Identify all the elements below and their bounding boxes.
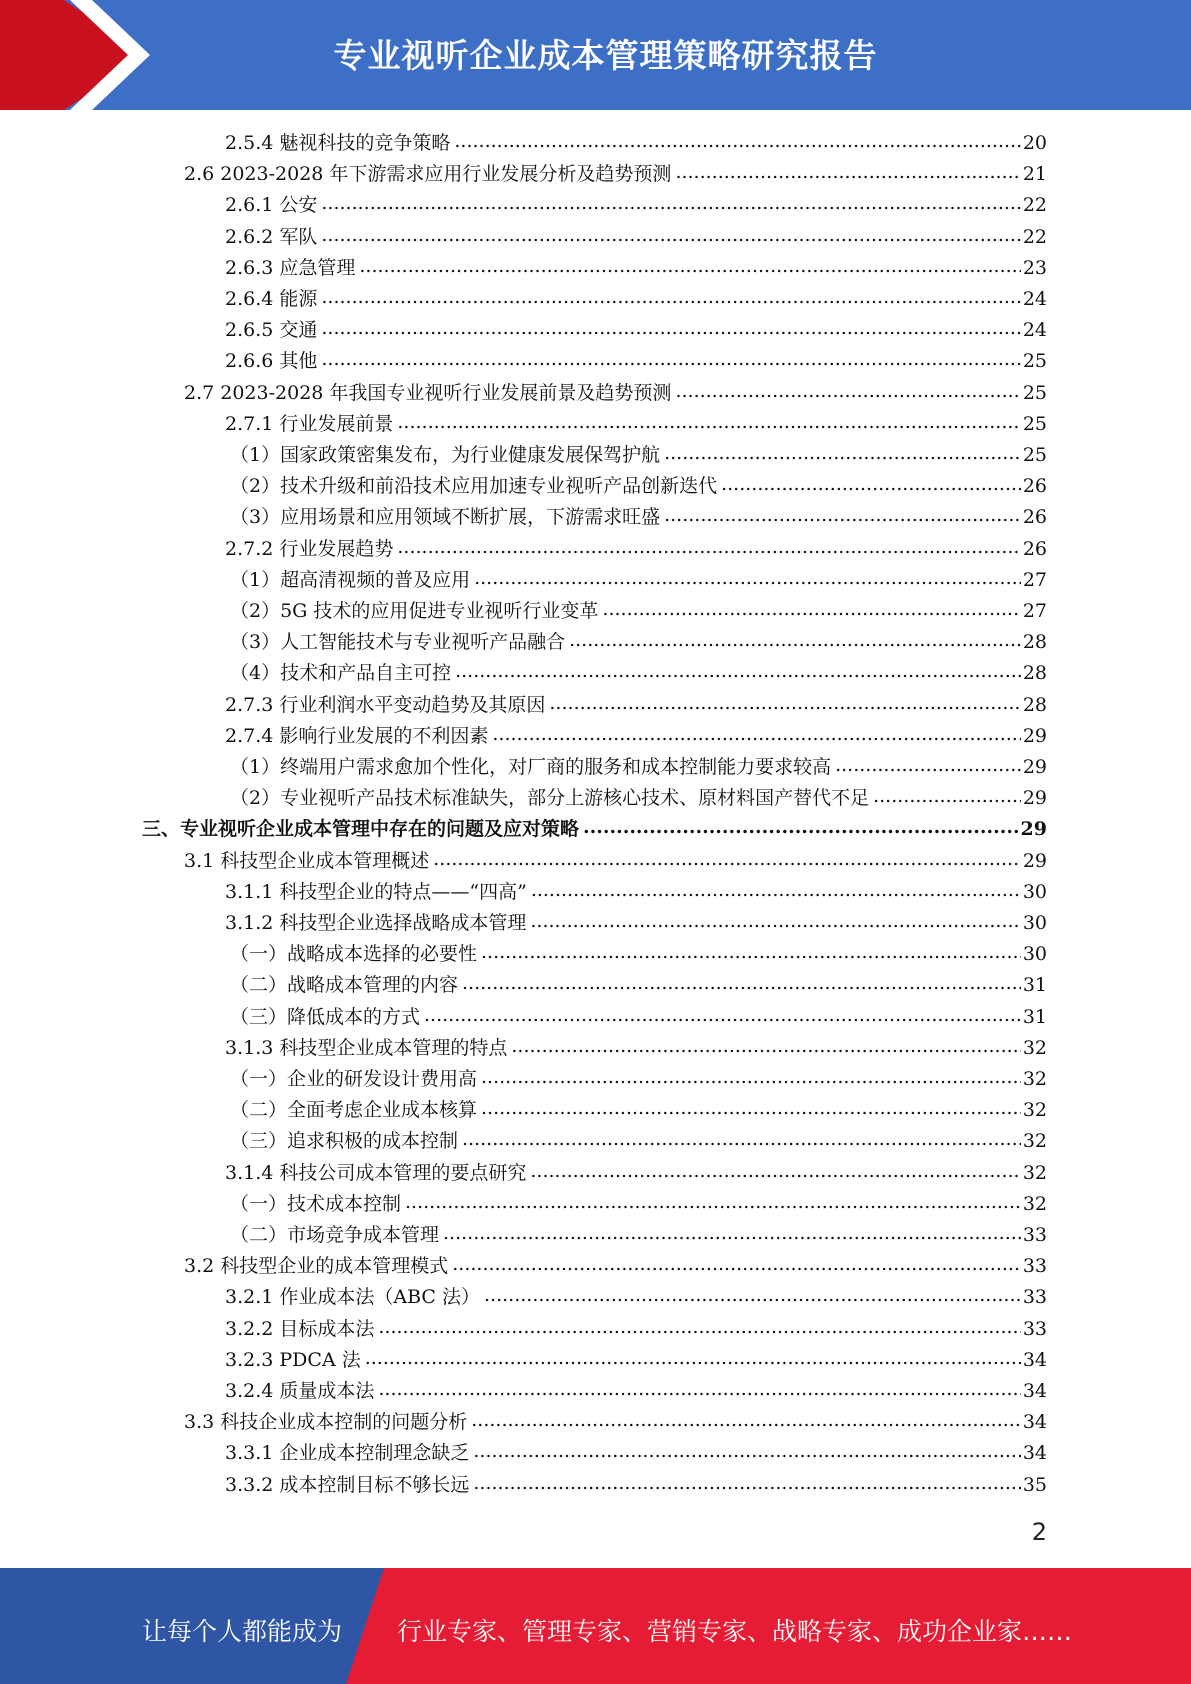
- page-number: 2: [1031, 1518, 1047, 1546]
- toc-entry[interactable]: [230, 970, 1047, 1001]
- toc-entry[interactable]: [230, 939, 1047, 970]
- toc-entry-page: 34: [1022, 1348, 1047, 1371]
- toc-entry-label: 2.6.6 其他: [225, 350, 318, 373]
- toc-entry-label: （3）应用场景和应用领域不断扩展，下游需求旺盛: [230, 506, 661, 529]
- toc-entry-page: 27: [1022, 568, 1047, 591]
- toc-entry-label: 3.2.3 PDCA 法: [225, 1348, 361, 1371]
- toc-entry-page: 28: [1022, 631, 1047, 654]
- footer-slogan-left: 让每个人都能成为: [142, 1617, 343, 1646]
- toc-entry[interactable]: [230, 752, 1047, 783]
- toc-entry-label: （1）超高清视频的普及应用: [230, 568, 471, 591]
- toc-entry-label: 2.6.1 公安: [225, 194, 318, 217]
- toc-entry-page: 32: [1022, 1036, 1047, 1059]
- toc-leader-dots: [454, 130, 1020, 149]
- toc-entry[interactable]: [225, 1345, 1047, 1376]
- toc-entry-page: 33: [1022, 1255, 1047, 1278]
- toc-entry-label: （一）技术成本控制: [230, 1192, 402, 1215]
- toc-entry[interactable]: [230, 565, 1047, 596]
- toc-entry[interactable]: [230, 1095, 1047, 1126]
- toc-leader-dots: [378, 1316, 1020, 1335]
- toc-entry[interactable]: [225, 1376, 1047, 1407]
- toc-entry-label: 2.7.2 行业发展趋势: [225, 537, 394, 560]
- toc-entry-label: 2.6.3 应急管理: [225, 256, 356, 279]
- toc-entry-label: （二）战略成本管理的内容: [230, 974, 459, 997]
- toc-leader-dots: [405, 1191, 1021, 1210]
- toc-entry-page: 28: [1022, 693, 1047, 716]
- toc-entry-page: 21: [1022, 163, 1047, 186]
- toc-leader-dots: [664, 504, 1021, 523]
- toc-entry-label: 2.6.5 交通: [225, 319, 318, 342]
- toc-entry[interactable]: [230, 1064, 1047, 1095]
- toc-entry-page: 24: [1022, 288, 1047, 310]
- toc-entry-page: 32: [1022, 1099, 1047, 1122]
- toc-entry[interactable]: [225, 315, 1047, 346]
- toc-entry[interactable]: [225, 1033, 1047, 1064]
- toc-entry-label: 2.7.1 行业发展前景: [225, 412, 394, 435]
- toc-entry-label: （1）终端用户需求愈加个性化，对厂商的服务和成本控制能力要求较高: [230, 756, 832, 778]
- toc-entry-page: 30: [1022, 912, 1047, 934]
- toc-entry-page: 34: [1022, 1411, 1047, 1434]
- toc-entry[interactable]: [225, 721, 1047, 752]
- toc-entry-label: 2.6.4 能源: [225, 288, 318, 310]
- toc-leader-dots: [321, 286, 1020, 305]
- toc-entry-label: 3.2.1 作业成本法（ABC 法）: [225, 1286, 480, 1309]
- toc-leader-dots: [397, 411, 1020, 430]
- toc-leader-dots: [474, 567, 1021, 586]
- toc-entry[interactable]: [225, 1158, 1047, 1189]
- toc-entry-page: 25: [1022, 381, 1047, 404]
- toc-entry-label: 3.3 科技企业成本控制的问题分析: [184, 1411, 468, 1434]
- toc-entry[interactable]: [225, 1438, 1047, 1469]
- toc-entry-label: 2.6 2023-2028 年下游需求应用行业发展分析及趋势预测: [184, 163, 672, 186]
- toc-entry-label: （1）国家政策密集发布，为行业健康发展保驾护航: [230, 444, 661, 466]
- toc-entry[interactable]: [230, 471, 1047, 502]
- toc-entry-page: 33: [1022, 1286, 1047, 1309]
- toc-leader-dots: [481, 941, 1021, 960]
- toc-entry-label: 2.7 2023-2028 年我国专业视听行业发展前景及趋势预测: [184, 381, 672, 404]
- toc-entry-page: 32: [1022, 1161, 1047, 1184]
- toc-leader-dots: [873, 785, 1021, 804]
- toc-entry-label: （2）专业视听产品技术标准缺失，部分上游核心技术、原材料国产替代不足: [230, 787, 870, 810]
- toc-entry-label: （2）5G 技术的应用促进专业视听行业变革: [230, 600, 599, 622]
- toc-entry-page: 22: [1022, 194, 1047, 217]
- footer-slogan-right: 行业专家、管理专家、营销专家、战略专家、成功企业家……: [397, 1617, 1073, 1646]
- toc-entry-label: （2）技术升级和前沿技术应用加速专业视听产品创新迭代: [230, 475, 718, 498]
- toc-entry-label: （3）人工智能技术与专业视听产品融合: [230, 631, 566, 654]
- page-header: [0, 0, 1191, 110]
- toc-entry[interactable]: [225, 908, 1047, 939]
- toc-entry-page: 26: [1022, 506, 1047, 529]
- toc-entry[interactable]: [225, 1470, 1047, 1501]
- toc-entry[interactable]: [225, 1282, 1047, 1313]
- toc-entry[interactable]: [184, 1251, 1047, 1282]
- toc-leader-dots: [835, 754, 1021, 773]
- toc-entry-label: 2.7.3 行业利润水平变动趋势及其原因: [225, 693, 546, 716]
- toc-leader-dots: [721, 473, 1021, 492]
- toc-entry-label: 2.6.2 军队: [225, 225, 318, 248]
- toc-entry[interactable]: [230, 627, 1047, 658]
- toc-entry-page: 28: [1022, 662, 1047, 685]
- toc-entry[interactable]: [230, 1220, 1047, 1251]
- toc-entry[interactable]: [230, 658, 1047, 689]
- toc-entry-page: 25: [1022, 444, 1047, 466]
- toc-entry-page: 30: [1022, 880, 1047, 903]
- toc-leader-dots: [321, 317, 1020, 336]
- toc-entry-page: 29: [1022, 849, 1047, 872]
- toc-leader-dots: [481, 1097, 1021, 1116]
- toc-entry-page: 25: [1022, 350, 1047, 373]
- toc-entry[interactable]: [225, 690, 1047, 721]
- toc-entry-page: 29: [1020, 818, 1047, 841]
- toc-entry[interactable]: [230, 1002, 1047, 1033]
- toc-entry[interactable]: [230, 783, 1047, 814]
- toc-leader-dots: [321, 348, 1020, 367]
- toc-entry[interactable]: [225, 346, 1047, 377]
- toc-entry-label: 2.7.4 影响行业发展的不利因素: [225, 724, 489, 747]
- toc-entry-page: 32: [1022, 1192, 1047, 1215]
- toc-entry[interactable]: [225, 877, 1047, 908]
- toc-entry-page: 35: [1022, 1473, 1047, 1496]
- toc-entry-page: 25: [1022, 412, 1047, 435]
- toc-entry[interactable]: [230, 1126, 1047, 1157]
- toc-entry-page: 27: [1022, 600, 1047, 622]
- toc-leader-dots: [531, 879, 1021, 898]
- page-title: 专业视听企业成本管理策略研究报告: [333, 36, 878, 75]
- toc-leader-dots: [433, 848, 1021, 867]
- toc-entry-page: 31: [1022, 1005, 1047, 1028]
- toc-entry-page: 33: [1022, 1317, 1047, 1340]
- toc-entry-label: （二）全面考虑企业成本核算: [230, 1099, 478, 1122]
- toc-entry-label: （三）追求积极的成本控制: [230, 1130, 459, 1153]
- toc-entry[interactable]: [225, 284, 1047, 315]
- toc-entry-label: 3.1.4 科技公司成本管理的要点研究: [225, 1161, 527, 1184]
- toc-entry-page: 34: [1022, 1380, 1047, 1402]
- toc-entry-label: 3.3.1 企业成本控制理念缺乏: [225, 1442, 470, 1465]
- toc-entry-page: 29: [1022, 756, 1047, 778]
- toc-leader-dots: [664, 442, 1021, 461]
- toc-entry-label: （二）市场竞争成本管理: [230, 1224, 440, 1246]
- toc-leader-dots: [321, 192, 1020, 211]
- toc-leader-dots: [321, 224, 1020, 243]
- toc-entry[interactable]: [225, 222, 1047, 253]
- toc-entry-label: 3.2 科技型企业的成本管理模式: [184, 1255, 449, 1278]
- toc-entry-label: 3.2.2 目标成本法: [225, 1317, 375, 1340]
- toc-leader-dots: [569, 629, 1021, 648]
- toc-entry-page: 30: [1022, 943, 1047, 966]
- toc-entry-label: 3.1 科技型企业成本管理概述: [184, 849, 430, 872]
- toc-entry-page: 20: [1022, 132, 1047, 154]
- toc-entry-label: 3.3.2 成本控制目标不够长远: [225, 1473, 470, 1496]
- toc-entry-page: 29: [1022, 787, 1047, 810]
- toc-leader-dots: [484, 1284, 1021, 1303]
- toc-leader-dots: [530, 910, 1020, 929]
- toc-entry-page: 31: [1022, 974, 1047, 997]
- toc-entry[interactable]: [225, 190, 1047, 221]
- toc-entry-label: （一）战略成本选择的必要性: [230, 943, 478, 966]
- toc-entry-label: 三、专业视听企业成本管理中存在的问题及应对策略: [142, 818, 580, 841]
- toc-entry[interactable]: [225, 253, 1047, 284]
- toc-leader-dots: [397, 536, 1020, 555]
- toc-entry[interactable]: [230, 596, 1047, 627]
- page-footer: [0, 1568, 1191, 1684]
- toc-leader-dots: [492, 723, 1020, 742]
- toc-entry[interactable]: [184, 378, 1047, 409]
- toc-leader-dots: [530, 1160, 1020, 1179]
- toc-entry[interactable]: [225, 534, 1047, 565]
- toc-entry[interactable]: [230, 1189, 1047, 1220]
- toc-leader-dots: [511, 1035, 1020, 1054]
- toc-leader-dots: [443, 1222, 1021, 1241]
- toc-leader-dots: [452, 1253, 1021, 1272]
- toc-leader-dots: [473, 1440, 1020, 1459]
- toc-leader-dots: [473, 1472, 1020, 1491]
- toc-entry[interactable]: [184, 1407, 1047, 1438]
- toc-entry-label: 3.1.1 科技型企业的特点——“四高”: [225, 880, 527, 903]
- toc-entry-label: 3.1.2 科技型企业选择战略成本管理: [225, 912, 527, 934]
- toc-entry-page: 26: [1022, 537, 1047, 560]
- toc-leader-dots: [675, 161, 1020, 180]
- toc-entry[interactable]: [225, 1314, 1047, 1345]
- toc-entry-label: 3.1.3 科技型企业成本管理的特点: [225, 1036, 508, 1059]
- toc-entry[interactable]: [142, 814, 1047, 845]
- toc-entry-label: （一）企业的研发设计费用高: [230, 1068, 478, 1090]
- toc-entry-page: 24: [1022, 319, 1047, 342]
- toc-entry-page: 34: [1022, 1442, 1047, 1465]
- toc-leader-dots: [583, 816, 1019, 835]
- toc-entry-label: （三）降低成本的方式: [230, 1005, 421, 1028]
- toc-leader-dots: [455, 660, 1021, 679]
- toc-entry[interactable]: [230, 502, 1047, 533]
- toc-leader-dots: [462, 972, 1021, 991]
- toc-entry[interactable]: [184, 846, 1047, 877]
- toc-leader-dots: [378, 1378, 1020, 1397]
- toc-entry-page: 29: [1022, 724, 1047, 747]
- toc-entry-page: 23: [1022, 256, 1047, 279]
- toc-entry[interactable]: [230, 440, 1047, 471]
- toc-entry-page: 32: [1022, 1130, 1047, 1153]
- toc-entry-label: （4）技术和产品自主可控: [230, 662, 452, 685]
- toc-leader-dots: [365, 1347, 1021, 1366]
- toc-entry-label: 2.5.4 魅视科技的竞争策略: [225, 132, 451, 154]
- toc-leader-dots: [471, 1409, 1021, 1428]
- toc-entry-page: 32: [1022, 1068, 1047, 1090]
- toc-entry[interactable]: [225, 409, 1047, 440]
- toc-leader-dots: [424, 1004, 1021, 1023]
- toc-leader-dots: [675, 380, 1020, 399]
- toc-leader-dots: [549, 692, 1020, 711]
- toc-entry-page: 26: [1022, 475, 1047, 498]
- toc-leader-dots: [602, 598, 1020, 617]
- toc-entry-label: 3.2.4 质量成本法: [225, 1380, 375, 1402]
- toc-entry-page: 33: [1022, 1224, 1047, 1246]
- toc-leader-dots: [359, 255, 1020, 274]
- toc-entry[interactable]: [184, 159, 1047, 190]
- toc-entry-page: 22: [1022, 225, 1047, 248]
- toc-leader-dots: [481, 1066, 1021, 1085]
- toc-entry[interactable]: [225, 128, 1047, 159]
- toc-leader-dots: [462, 1128, 1021, 1147]
